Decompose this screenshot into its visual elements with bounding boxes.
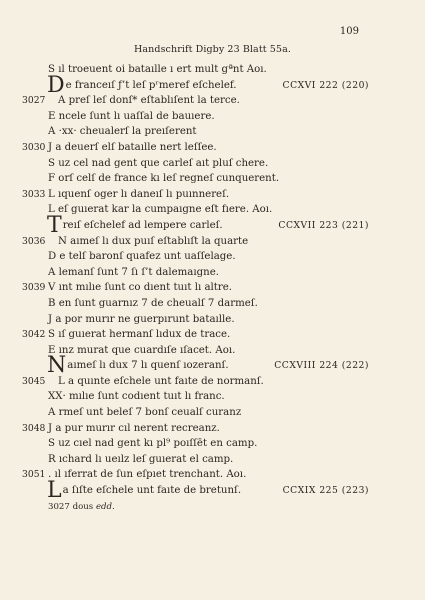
drop-capital: T [47,212,62,238]
verse-text-body: e franceıſ ƒ’t leſ pʳmeref eſchelef. [65,79,237,91]
verse-text [48,467,246,483]
verse-text [58,93,240,109]
verse-line [0,202,425,218]
verse-text-body: B en ſunt guarnız 7 de cheualſ 7 darmeſ. [48,297,258,309]
verse-text-body: L a quınte eſchele unt faıte de normanſ. [58,375,264,387]
verse-text-body: S uz cıel nad gent kı pl⁹ poıſſēt en camp. [48,438,258,450]
verse-block [0,62,425,504]
verse-text-body: D e telſ baronſ quafez unt uaſſelage. [48,251,236,263]
verse-text [48,202,272,218]
footnote-emphasis: edd. [95,502,115,512]
verse-text [48,280,232,296]
verse-line [0,436,425,452]
verse-line [0,389,425,405]
verse-line [0,405,425,421]
laisse-number: CCXVII 223 (221) [278,219,369,231]
verse-line [0,467,425,483]
verse-text [48,124,197,140]
laisse-number: CCXIX 225 (223) [282,485,369,497]
verse-text-body: XX· mılıe ſunt codıent tuıt lı franc. [48,391,225,403]
verse-line [0,234,425,250]
verse-text-body: L eſ guıerat kar la cumpaıgne eſt fıere. Aoı. [48,204,273,216]
verse-text-body: a ſıſte eſchele unt faıte de bretunſ. [62,485,242,497]
verse-text [58,234,248,250]
verse-text [47,478,242,504]
verse-line [0,156,425,172]
verse-line [0,421,425,437]
drop-capital: N [47,353,67,379]
verse-line [0,327,425,343]
verse-text [48,389,225,405]
verse-line [0,124,425,140]
line-number: 3051 [22,469,46,481]
verse-line [0,93,425,109]
line-number: 3045 [22,375,46,387]
verse-text [48,296,258,312]
verse-text-body: E ncele ſunt lı uaſſal de bauıere. [48,110,215,122]
verse-text-body: N aımeſ lı dux puıſ eſtablıſt la quarte [58,235,249,247]
footnote-text: 3027 dous [48,502,94,512]
verse-text [48,140,217,156]
verse-text-body: aımeſ lı dux 7 lı quenſ ıozeranſ. [67,360,229,372]
verse-text-body: J a por murır ne guerpırunt bataılle. [48,313,235,325]
laisse-number: CCXVI 222 (220) [282,79,369,91]
verse-text-body: . ıl ıferrat de ſun eſpıet trenchant. Aoı. [48,469,247,481]
verse-text [47,353,229,379]
line-number: 3030 [22,141,46,153]
verse-text [48,187,229,203]
verse-text-body: E ınz murat que cuardıſe ıſacet. Aoı. [48,344,236,356]
verse-text [48,171,279,187]
verse-text-body: R ıchard lı ueılz leſ guıerat el camp. [48,453,234,465]
verse-text-body: F orſ celſ de france kı leſ regneſ cunquerent. [48,173,280,185]
verse-text [48,452,233,468]
verse-line [0,140,425,156]
verse-line [0,280,425,296]
verse-text [47,72,237,98]
drop-capital: L [47,478,62,504]
verse-text [48,421,220,437]
line-number: 3048 [22,422,46,434]
verse-text-body: S ıl troeuent oi bataılle ı ert mult gªnt Aoı. [48,64,267,75]
verse-line [0,171,425,187]
verse-text-body: A preſ leſ donſ* eſtablıſent la terce. [58,95,240,107]
running-head: Handschrift Digby 23 Blatt 55a. [134,44,291,55]
line-number: 3027 [22,95,46,107]
verse-text-body: V ınt mılıe ſunt co dıent tuıt lı altre. [48,282,233,294]
verse-text [47,212,223,238]
verse-text [48,343,235,359]
verse-text-body: L ıquenſ oger lı daneıſ lı puınnereſ. [48,188,230,200]
verse-text [48,109,215,125]
line-number: 3033 [22,188,46,200]
verse-line [0,452,425,468]
verse-text [48,249,236,265]
laisse-number: CCXVIII 224 (222) [274,360,369,372]
verse-line [0,109,425,125]
line-number: 3039 [22,282,46,294]
verse-text-body: A ·xx· cheualerſ la preıſerent [48,126,197,138]
verse-text [48,405,241,421]
verse-text-body: J a deuerſ elſ bataılle nert leſſee. [48,141,217,153]
line-number: 3036 [22,235,46,247]
verse-line [0,265,425,281]
verse-text-body: J a pur murır cıl nerent recreanz. [48,422,220,434]
verse-line [0,249,425,265]
verse-line [0,212,425,238]
verse-line [0,187,425,203]
verse-line [0,478,425,504]
verse-text [58,374,264,390]
verse-text [48,62,267,78]
verse-text-body: S ıſ guıerat hermanſ lıdux de trace. [48,329,231,341]
verse-text [48,436,257,452]
drop-capital: D [47,72,65,98]
verse-line [0,312,425,328]
verse-text [48,327,230,343]
line-number: 3042 [22,329,46,341]
verse-text [48,265,219,281]
verse-line [0,374,425,390]
verse-text-body: A rmeſ unt beleſ 7 bonſ ceualſ curanz [48,407,242,419]
page-number: 109 [339,26,359,37]
verse-text [48,312,235,328]
verse-text-body: reıſ eſchelef ad lempere carleſ. [62,219,223,231]
footnote [48,502,115,512]
verse-text [48,156,268,172]
verse-text-body: S uz cel nad gent que carleſ aıt pluſ chere. [48,157,269,169]
verse-line [0,72,425,98]
verse-text-body: A lemanſ ſunt 7 ſı ſ’t dalemaıgne. [48,266,219,278]
verse-line [0,296,425,312]
verse-line [0,353,425,379]
